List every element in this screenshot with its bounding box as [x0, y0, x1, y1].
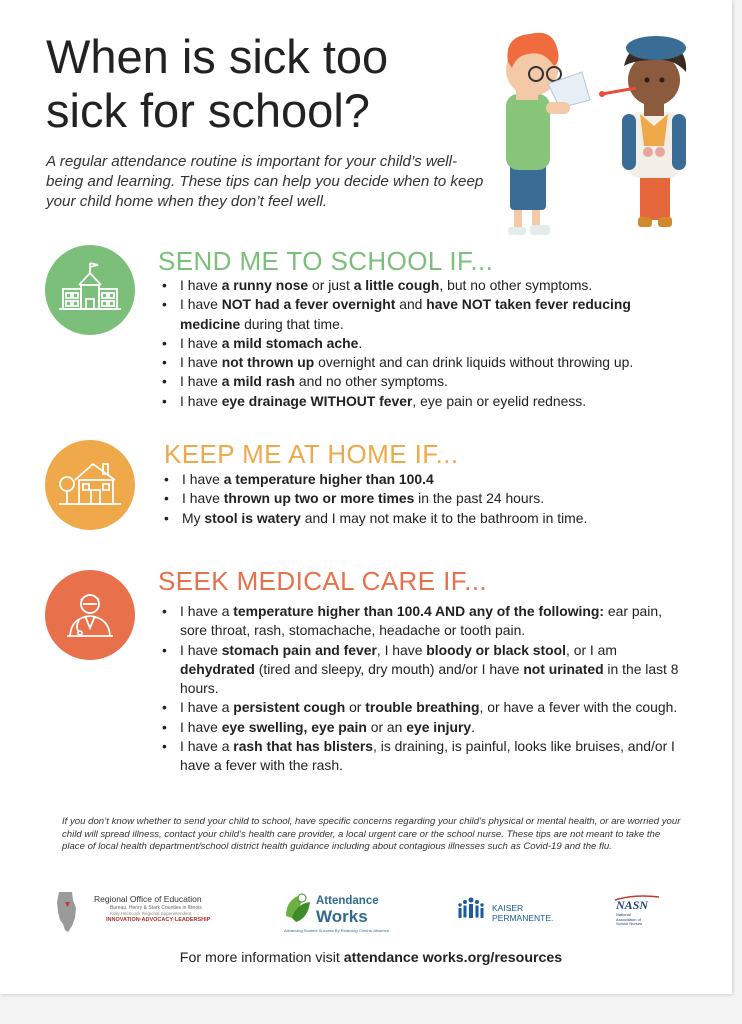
keep-item-text: and I may not make it to the bathroom in time.: [300, 509, 588, 526]
seek-item-text: , or have a fever with the cough.: [479, 699, 678, 716]
seek-item-text: temperature higher than 100.4 AND any of the following:: [233, 603, 605, 619]
seek-item: [160, 718, 690, 737]
title-line-2: sick for school?: [46, 84, 370, 137]
send-item: [160, 334, 690, 353]
send-item-text: I have: [180, 296, 222, 313]
school-icon-circle: [45, 245, 135, 335]
keep-item-text: I have: [182, 490, 224, 507]
send-section-title: SEND ME TO SCHOOL IF...: [158, 246, 494, 276]
sick-children-illustration: [494, 22, 708, 244]
doctor-icon-circle: [45, 570, 135, 660]
seek-item: [160, 698, 690, 717]
keep-item-text: a temperature higher than 100.4: [223, 471, 434, 487]
roe-subtitle: Bureau, Henry & Stark Counties in Illinois: [110, 905, 202, 911]
attendance-works-line-1: Attendance: [316, 895, 379, 907]
attendance-works-line-2: Works: [316, 907, 368, 926]
kaiser-figures-icon: [456, 896, 486, 920]
disclaimer-text: If you don’t know whether to send your child to school, have specific concerns regarding your child’s physical or mental health, or are worried your child will spread illness, contact your child’s health care provider, a local urgent care or the school nurse. These tips are not meant to take the place of local health department/school district health guidance including about contagious illnesses such as Covid-19 and the flu.: [62, 816, 681, 852]
seek-item-text: rash that has blisters: [233, 738, 374, 755]
seek-item-text: I have: [180, 718, 222, 735]
kaiser-permanente-logo: [456, 896, 556, 928]
footer-link[interactable]: attendance works.org/resources: [343, 950, 563, 966]
keep-item-text: I have: [182, 471, 224, 487]
seek-item-text: stomach pain and fever: [221, 641, 377, 658]
house-icon-circle: [45, 440, 135, 530]
kaiser-line-2: PERMANENTE.: [492, 913, 554, 923]
send-item-text: have NOT taken fever reducing medicine: [180, 296, 631, 332]
send-list: [160, 276, 690, 411]
keep-item: [162, 489, 692, 508]
seek-item-text: not urinated: [523, 660, 604, 677]
send-item-text: a little cough: [353, 277, 440, 293]
send-item-text: NOT had a fever overnight: [221, 296, 396, 313]
keep-list: [162, 470, 692, 528]
seek-item-text: .: [471, 718, 475, 735]
seek-item-text: bloody or black stool: [426, 641, 566, 658]
send-item: [160, 353, 690, 372]
seek-list: [160, 602, 690, 776]
seek-item-text: dehydrated: [180, 660, 255, 677]
seek-item-text: trouble breathing: [365, 699, 480, 716]
intro-text: A regular attendance routine is important for your child’s well-being and learning. These tips can help you decide when to keep your child home when they don’t feel well.: [46, 153, 484, 210]
roe-logo: [56, 890, 226, 938]
seek-item-text: eye injury: [406, 718, 472, 735]
seek-item: [160, 737, 690, 776]
seek-item-text: or: [345, 699, 366, 716]
nasn-logo: [614, 894, 674, 934]
send-item: [160, 295, 690, 334]
send-item-text: overnight and can drink liquids without throwing up.: [314, 354, 634, 371]
doctor-icon: [45, 570, 135, 660]
attendance-works-logo: [282, 888, 402, 936]
send-item-text: a mild stomach ache: [221, 334, 359, 351]
seek-item-text: ear pain, sore throat, rash, stomachache, headache or tooth pain.: [180, 603, 662, 639]
footer: [0, 950, 742, 966]
page-title: [46, 30, 486, 138]
house-icon: [45, 440, 135, 530]
seek-item-text: in the last 8 hours.: [180, 660, 679, 697]
seek-item-text: (tired and sleepy, dry mouth) and/or I have: [254, 660, 524, 677]
school-building-icon: [45, 245, 135, 335]
seek-item-text: , or I am: [566, 641, 617, 658]
illinois-map-icon: [56, 890, 78, 934]
send-item-text: and no other symptoms.: [295, 373, 448, 390]
seek-item-text: I have a: [180, 738, 234, 755]
send-item-text: a mild rash: [221, 373, 296, 390]
keep-item: [162, 470, 692, 489]
keep-item: [162, 509, 692, 528]
send-item-text: , eye pain or eyelid redness.: [412, 392, 587, 409]
seek-item-text: I have: [180, 641, 222, 658]
send-item-text: I have: [180, 277, 222, 293]
send-item-text: a runny nose: [221, 277, 309, 293]
kaiser-line-1: KAISER: [492, 903, 524, 913]
send-item: [160, 372, 690, 391]
seek-item-text: , is draining, is painful, looks like bruises, and/or I have a fever with the rash.: [180, 738, 675, 774]
send-item: [160, 392, 690, 411]
seek-item-text: I have a: [180, 699, 234, 716]
seek-item-text: or an: [366, 718, 407, 735]
keep-section-title: KEEP ME AT HOME IF...: [164, 439, 459, 469]
seek-item-text: persistent cough: [233, 699, 346, 716]
send-item-text: I have: [180, 392, 222, 409]
roe-name: Regional Office of Education: [94, 894, 202, 904]
nasn-subtitle: National Association of School Nurses: [616, 912, 643, 927]
attendance-works-leaf-icon: [282, 890, 314, 926]
roe-subtitle-2: Kelly Hitchcock Regional Superintendent: [110, 911, 192, 916]
seek-item: [160, 641, 690, 699]
seek-item-text: , I have: [376, 641, 427, 658]
send-item-text: I have: [180, 334, 222, 351]
title-line-1: When is sick too: [46, 30, 389, 83]
seek-item-text: eye swelling, eye pain: [221, 718, 367, 735]
send-item-text: , but no other symptoms.: [439, 277, 593, 293]
seek-section-title: SEEK MEDICAL CARE IF...: [158, 566, 487, 596]
roe-tagline: INNOVATION·ADVOCACY·LEADERSHIP: [106, 917, 211, 923]
keep-item-text: stool is watery: [204, 509, 301, 526]
seek-item-text: I have a: [180, 603, 234, 619]
seek-item: [160, 602, 690, 641]
keep-item-text: in the past 24 hours.: [414, 490, 545, 507]
attendance-works-tagline: Advancing Student Success By Reducing Chronic Absence: [284, 928, 389, 933]
keep-item-text: My: [182, 509, 205, 526]
send-item-text: I have: [180, 373, 222, 390]
send-item-text: .: [358, 334, 363, 351]
footer-prefix: For more information visit: [179, 950, 344, 966]
send-item-text: not thrown up: [221, 354, 315, 371]
send-item-text: I have: [180, 354, 222, 371]
nasn-name: NASN: [616, 898, 649, 912]
send-item-text: or just: [308, 277, 354, 293]
send-item-text: and: [395, 296, 427, 313]
send-item-text: during that time.: [240, 315, 344, 332]
send-item-text: eye drainage WITHOUT fever: [221, 392, 413, 409]
send-item: [160, 276, 690, 295]
keep-item-text: thrown up two or more times: [223, 490, 415, 507]
